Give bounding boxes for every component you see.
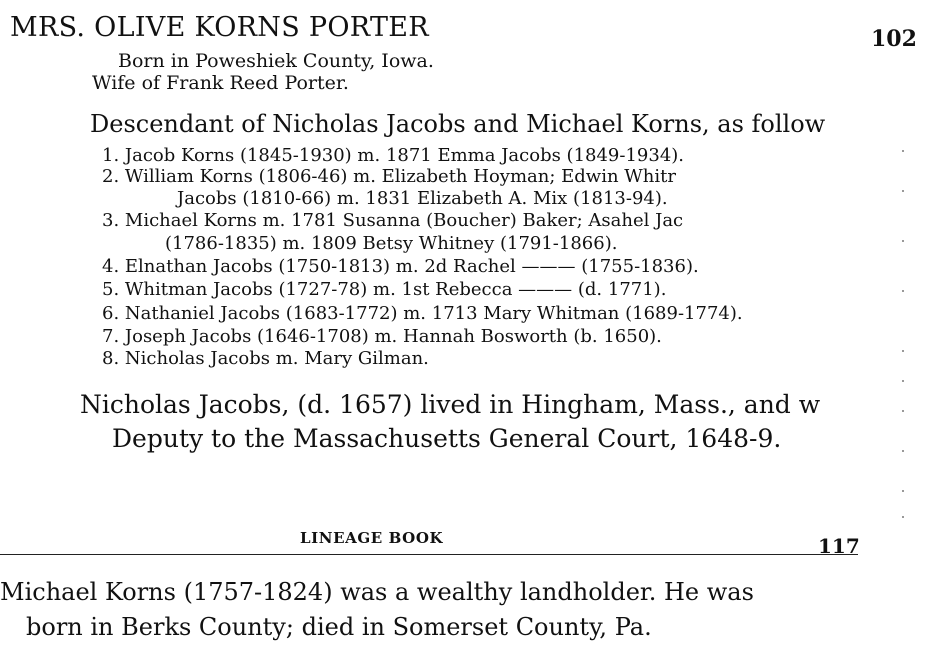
record-number: 102 — [871, 26, 917, 52]
lineage-entry-continued: Jacobs (1810-66) m. 1831 Elizabeth A. Mix (1813-94). — [177, 188, 668, 209]
birthplace-line: Born in Poweshiek County, Iowa. — [118, 50, 434, 72]
history-note-line: Deputy to the Massachusetts General Court, 1648-9. — [112, 424, 782, 453]
scan-edge-marks — [900, 150, 906, 520]
running-footer-label: LINEAGE BOOK — [300, 529, 444, 547]
next-entry-line: Michael Korns (1757-1824) was a wealthy landholder. He was — [0, 578, 754, 606]
lineage-entry: 7. Joseph Jacobs (1646-1708) m. Hannah Bosworth (b. 1650). — [102, 326, 662, 347]
lineage-entry: 3. Michael Korns m. 1781 Susanna (Boucher) Baker; Asahel Jac — [102, 210, 684, 231]
record-title: MRS. OLIVE KORNS PORTER — [10, 12, 429, 43]
lineage-entry: 1. Jacob Korns (1845-1930) m. 1871 Emma Jacobs (1849-1934). — [102, 145, 685, 166]
next-entry-line: born in Berks County; died in Somerset County, Pa. — [26, 613, 652, 641]
lineage-entry: 6. Nathaniel Jacobs (1683-1772) m. 1713 Mary Whitman (1689-1774). — [102, 303, 743, 324]
lineage-entry: 5. Whitman Jacobs (1727-78) m. 1st Rebecca ——— (d. 1771). — [102, 279, 667, 300]
descent-intro: Descendant of Nicholas Jacobs and Michael Korns, as follow — [90, 110, 826, 138]
footer-rule — [0, 554, 858, 555]
lineage-entry-continued: (1786-1835) m. 1809 Betsy Whitney (1791-1866). — [165, 233, 618, 254]
history-note-line: Nicholas Jacobs, (d. 1657) lived in Hingham, Mass., and w — [80, 390, 821, 419]
lineage-entry: 8. Nicholas Jacobs m. Mary Gilman. — [102, 348, 429, 369]
lineage-entry: 2. William Korns (1806-46) m. Elizabeth Hoyman; Edwin Whitr — [102, 166, 676, 187]
page-number: 117 — [818, 534, 860, 558]
spouse-line: Wife of Frank Reed Porter. — [92, 72, 349, 94]
lineage-entry: 4. Elnathan Jacobs (1750-1813) m. 2d Rachel ——— (1755-1836). — [102, 256, 699, 277]
